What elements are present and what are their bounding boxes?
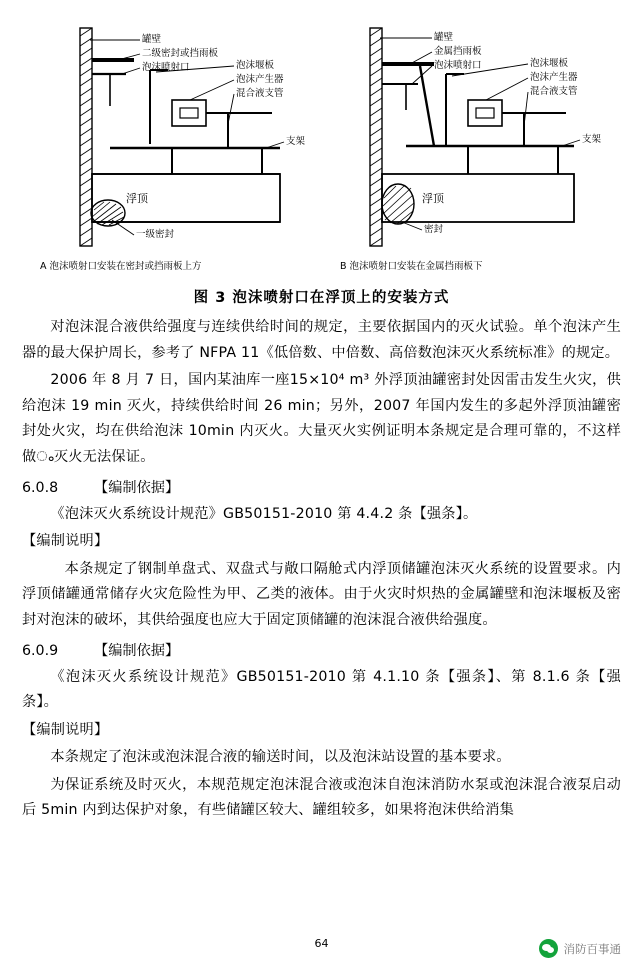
label-seal: 密封	[424, 224, 444, 235]
figure-3	[22, 14, 621, 276]
section-6-0-9-note-2: 为保证系统及时灭火，本规范规定泡沫混合液或泡沫自泡沫消防水泵或泡沫混合液泵启动后 5min 内到达保护对象，有些储罐区较大、罐组较多，如果将泡沫供给消集	[22, 776, 621, 818]
paragraph-1: 对泡沫混合液供给强度与连续供给时间的规定，主要依据国内的灭火试验。单个泡沫产生器的最大保护周长，参考了 NFPA 11《低倍数、中倍数、高倍数泡沫灭火系统标准》的规定。	[22, 319, 621, 361]
section-6-0-9-note-tag: 【编制说明】	[22, 721, 109, 738]
section-6-0-9-heading	[22, 639, 621, 665]
section-6-0-8-note-tag: 【编制说明】	[22, 533, 109, 549]
label-tank-wall: 罐壁	[142, 34, 162, 45]
label-mixture-branch-pipe: 混合液支管	[236, 88, 284, 99]
label-floating-roof: 浮顶	[126, 192, 148, 205]
label-support: 支架	[582, 134, 602, 145]
section-6-0-9-note-1: 本条规定了泡沫或泡沫混合液的输送时间，以及泡沫站设置的基本要求。	[50, 749, 511, 765]
section-6-0-8-heading	[22, 476, 621, 502]
section-6-0-9-reference: 《泡沫灭火系统设计规范》GB50151-2010 第 4.1.10 条【强条】、第 8.1.6 条【强条】。	[22, 668, 621, 710]
label-foam-outlet: 泡沫喷射口	[434, 60, 482, 71]
label-floating-roof: 浮顶	[422, 192, 444, 205]
figure-3-subfigure-a	[22, 14, 321, 276]
label-foam-outlet: 泡沫喷射口	[142, 62, 190, 73]
section-6-0-9-number: 6.0.9	[22, 643, 59, 659]
subfigure-a-caption: A 泡沫喷射口安装在密封或挡雨板上方	[40, 261, 202, 272]
label-primary-seal: 一级密封	[136, 229, 175, 240]
wechat-icon	[539, 939, 558, 958]
watermark	[539, 939, 622, 958]
label-secondary-seal: 二级密封或挡雨板	[142, 48, 219, 59]
label-mixture-branch-pipe: 混合液支管	[530, 86, 578, 97]
paragraph-2: 2006 年 8 月 7 日，国内某油库一座15×10⁴ m³ 外浮顶油罐密封处因雷击发生火灾，供给泡沫 19 min 灭火，持续供给时间 26 min；另外，2007 年国内发生的多起外浮顶油罐密封处火灾，均在供给泡沫 10min 内灭火。大量灭火实例证明本条规定是合理可靠的，不这样做ം灭火无法保证。	[22, 372, 621, 465]
label-foam-generator: 泡沫产生器	[236, 74, 284, 85]
label-support: 支架	[286, 136, 306, 147]
label-metal-rain-shield: 金属挡雨板	[434, 46, 482, 57]
section-6-0-8-number: 6.0.8	[22, 480, 59, 496]
figure-title: 图 3 泡沫喷射口在浮顶上的安装方式	[193, 290, 450, 306]
section-6-0-8-tag: 【编制依据】	[94, 480, 180, 496]
section-6-0-8-note: 本条规定了钢制单盘式、双盘式与敞口隔舱式内浮顶储罐泡沫灭火系统的设置要求。内浮顶储罐通常储存火灾危险性为甲、乙类的液体。由于火灾时炽热的金属罐壁和泡沫堰板及密封对泡沫的破坏，其供给强度也应大于固定顶储罐的泡沫混合液供给强度。	[22, 560, 621, 628]
watermark-text: 消防百事通	[563, 941, 621, 956]
label-tank-wall: 罐壁	[434, 32, 454, 43]
figure-3-subfigure-b	[322, 14, 621, 276]
label-foam-generator: 泡沫产生器	[530, 72, 578, 83]
label-foam-weir: 泡沫堰板	[236, 60, 275, 71]
subfigure-b-caption: B 泡沫喷射口安装在金属挡雨板下	[340, 261, 483, 272]
section-6-0-8-reference: 《泡沫灭火系统设计规范》GB50151-2010 第 4.4.2 条【强条】。	[50, 505, 478, 522]
section-6-0-9-tag: 【编制依据】	[94, 643, 180, 659]
page-number: 64	[314, 937, 329, 950]
label-foam-weir: 泡沫堰板	[530, 58, 569, 69]
